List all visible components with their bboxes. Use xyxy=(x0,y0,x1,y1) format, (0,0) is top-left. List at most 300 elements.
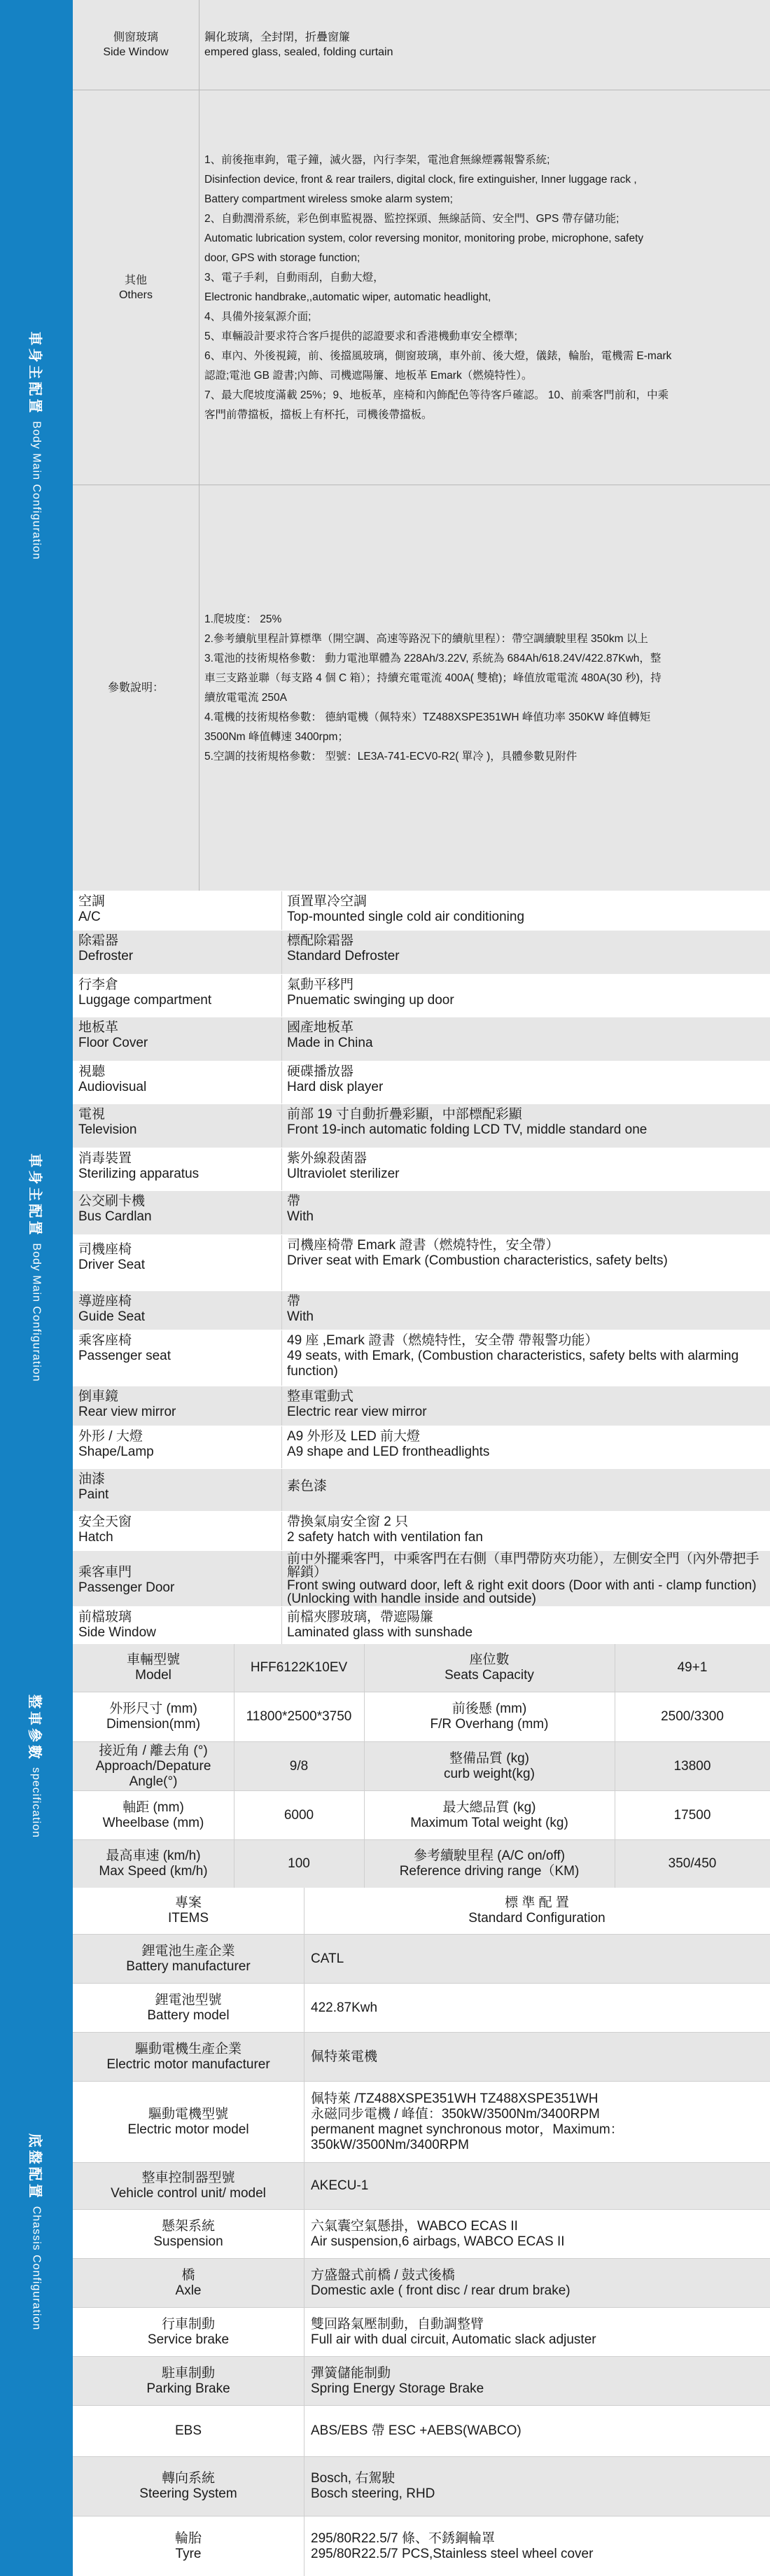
label-en: Paint xyxy=(78,1487,109,1502)
label-cn: 最大總品質 (kg) xyxy=(442,1799,536,1815)
value-en: Made in China xyxy=(287,1036,373,1050)
label-cn: 電視 xyxy=(78,1107,106,1122)
label-en: ITEMS xyxy=(167,1911,209,1926)
label-cn: 鋰電池生產企業 xyxy=(141,1943,235,1958)
row-value xyxy=(311,2210,764,2258)
row-value xyxy=(287,1333,766,1379)
label-en: Electric motor model xyxy=(127,2122,249,2137)
label-cn: 除霜器 xyxy=(78,933,119,948)
value-en: Front swing outward door, left & right exit doors (Door with anti - clamp function) (Unlocking with handle inside and outside) xyxy=(287,1578,757,1606)
column-divider xyxy=(281,1291,282,1330)
value-en: With xyxy=(287,1309,314,1324)
value: 17500 xyxy=(673,1807,711,1823)
params-line: 4.電機的技術規格參數： 德納電機（佩特來）TZ488XSPE351WH 峰值功率 350KW 峰值轉矩 xyxy=(204,711,651,723)
value-en: Electric rear view mirror xyxy=(287,1405,427,1419)
chassis-row-parking-brake xyxy=(73,2357,770,2405)
config-row-ac xyxy=(73,891,770,930)
row-label xyxy=(78,1107,241,1138)
column-divider xyxy=(281,1386,282,1426)
value-cn: 司機座椅帶 Emark 證書（燃燒特性，安全帶） xyxy=(287,1238,559,1253)
value-cn: 頂置單冷空調 xyxy=(287,894,368,909)
chassis-row-battery-manufacturer xyxy=(73,1935,770,1983)
value-line: 永磁同步電機 / 峰值：350kW/3500Nm/3400RPM xyxy=(311,2106,600,2122)
label-cn: 驅動電機型號 xyxy=(148,2106,228,2122)
specification xyxy=(0,1644,770,1888)
row-value xyxy=(287,1294,766,1325)
row-label xyxy=(73,2406,304,2456)
value-cn: 硬碟播放器 xyxy=(287,1064,354,1079)
row-value xyxy=(287,1479,766,1494)
column-divider xyxy=(281,1148,282,1190)
others-line: Automatic lubrication system, color reversing monitor, monitoring probe, microphone, safety xyxy=(204,232,644,244)
label-en: Suspension xyxy=(153,2234,223,2249)
chassis-row-service-brake xyxy=(73,2308,770,2356)
row-value xyxy=(311,1935,764,1983)
value-cn: 帶 xyxy=(287,1194,301,1209)
value-en: Top-mounted single cold air conditioning xyxy=(287,910,525,924)
section-title-cn: 車身主配置 xyxy=(27,330,43,415)
label-cn: 參數說明： xyxy=(107,682,164,694)
others-line: 3、電子手剎，自動雨刮，自動大燈， xyxy=(204,271,384,284)
spec-value xyxy=(615,1692,770,1741)
column-header-items xyxy=(73,1888,304,1934)
label-en: Shape/Lamp xyxy=(78,1444,154,1459)
section-title-en: Body Main Configuration xyxy=(31,1242,43,1382)
value: 13800 xyxy=(673,1758,711,1774)
label-en: Side Window xyxy=(103,46,169,58)
config-row-passenger-door xyxy=(73,1550,770,1606)
row-value xyxy=(287,1610,766,1641)
value: HFF6122K10EV xyxy=(250,1660,348,1675)
others-line: door, GPS with storage function; xyxy=(204,251,360,264)
value-line: 佩特萊電機 xyxy=(311,2049,378,2064)
label-cn: 橋 xyxy=(181,2267,195,2283)
others-line: 5、車輛設計要求符合客戶提供的認證要求和香港機動車安全標準; xyxy=(204,330,517,342)
row-label xyxy=(73,2516,304,2576)
value-cn: 紫外線殺菌器 xyxy=(287,1151,368,1166)
label-en: Audiovisual xyxy=(78,1080,147,1094)
spec-label xyxy=(364,1644,615,1692)
config-row-floor-cover xyxy=(73,1017,770,1061)
params-line: 1.爬坡度： 25% xyxy=(204,613,282,625)
row-label xyxy=(73,1984,304,2032)
label-en: Driver Seat xyxy=(78,1258,146,1272)
spec-label xyxy=(73,1644,234,1692)
label-en: Bus Cardlan xyxy=(78,1209,152,1224)
row-label xyxy=(78,1389,241,1420)
chassis-row-vcu xyxy=(73,2163,770,2209)
row-value xyxy=(287,1389,766,1420)
value-line: Air suspension,6 airbags, WABCO ECAS II xyxy=(311,2234,565,2249)
row-label xyxy=(78,933,241,964)
chassis-row-steering xyxy=(73,2457,770,2516)
section-sidebar-body-main-list xyxy=(0,891,73,1644)
spec-value xyxy=(615,1644,770,1692)
row-label xyxy=(78,1333,241,1364)
column-divider xyxy=(199,485,200,891)
spec-label xyxy=(73,1791,234,1839)
chassis-row-motor-manufacturer xyxy=(73,2033,770,2081)
value: 49+1 xyxy=(677,1660,708,1675)
section-title-cn: 整車參數 xyxy=(27,1694,43,1762)
label-cn: 行李倉 xyxy=(78,977,119,992)
config-row-hatch xyxy=(73,1511,770,1550)
spec-value xyxy=(234,1644,364,1692)
others-text xyxy=(204,90,764,485)
others-line: 1、前後拖車鉤，電子鐘，滅火器，內行李架，電池倉無線煙霧報警系統; xyxy=(204,153,550,166)
value-line: 350kW/3500Nm/3400RPM xyxy=(311,2137,469,2152)
label-cn: 倒車鏡 xyxy=(78,1389,119,1404)
row-value xyxy=(311,2308,764,2356)
value-cn: 帶換氣扇安全窗 2 只 xyxy=(287,1515,409,1529)
spec-row-dimension xyxy=(73,1692,770,1741)
spec-row-max-speed xyxy=(73,1840,770,1888)
row-label xyxy=(73,0,199,90)
value-line: 方盛盤式前橋 / 鼓式後橋 xyxy=(311,2267,455,2283)
value-en: 2 safety hatch with ventilation fan xyxy=(287,1530,483,1545)
label-cn: 消毒裝置 xyxy=(78,1151,132,1166)
value-line: AKECU-1 xyxy=(311,2178,369,2193)
label-cn: 空調 xyxy=(78,894,106,909)
spec-label xyxy=(73,1840,234,1888)
section-sidebar-specification xyxy=(0,1644,73,1888)
label-en: Service brake xyxy=(147,2332,230,2347)
chassis-row-axle xyxy=(73,2259,770,2307)
value-line: Bosch steering, RHD xyxy=(311,2486,435,2501)
spec-row-model xyxy=(73,1644,770,1692)
column-divider xyxy=(199,90,200,485)
label-cn: 轉向系統 xyxy=(161,2471,215,2486)
label-cn: 輪胎 xyxy=(174,2530,202,2546)
label-cn: 安全天窗 xyxy=(78,1515,132,1529)
row-label xyxy=(78,1151,241,1182)
value-cn: 國產地板革 xyxy=(287,1020,354,1035)
spec-row-wheelbase xyxy=(73,1791,770,1839)
value-line: 295/80R22.5/7 PCS,Stainless steel wheel cover xyxy=(311,2546,594,2561)
value-cn: 素色漆 xyxy=(287,1479,328,1494)
params-line: 續放電電流 250A xyxy=(204,691,288,704)
label-en: Approach/Depature Angle(°) xyxy=(95,1758,211,1789)
section-title-cn: 車身主配置 xyxy=(27,1153,43,1237)
label-cn: 座位數 xyxy=(469,1652,510,1667)
row-label xyxy=(78,1294,241,1325)
label-en: Electric motor manufacturer xyxy=(106,2056,270,2072)
label-cn: 駐車制動 xyxy=(161,2365,215,2381)
row-value xyxy=(311,2259,764,2307)
value: 11800*2500*3750 xyxy=(246,1709,352,1724)
config-row-audiovisual xyxy=(73,1061,770,1103)
label-en: Seats Capacity xyxy=(444,1668,534,1683)
label-cn: 乘客座椅 xyxy=(78,1333,132,1348)
label-cn: 前檔玻璃 xyxy=(78,1610,132,1624)
row-value xyxy=(287,1151,766,1182)
row-label xyxy=(78,977,241,1008)
label-en: Parking Brake xyxy=(146,2381,230,2396)
section-title-cn: 底盤配置 xyxy=(27,2133,43,2201)
body-main-config-top xyxy=(0,0,770,891)
value-line: 六氣囊空氣懸掛，WABCO ECAS II xyxy=(311,2218,518,2234)
section-sidebar-body-main-top xyxy=(0,0,73,891)
value-line: Domestic axle ( front disc / rear drum brake) xyxy=(311,2283,570,2298)
value-en: empered glass, sealed, folding curtain xyxy=(204,46,393,58)
label-cn: 前後懸 (mm) xyxy=(451,1701,527,1716)
value-line: 422.87Kwh xyxy=(311,2000,378,2015)
label-cn: 接近角 / 離去角 (°) xyxy=(99,1743,208,1758)
config-row-passenger-seat xyxy=(73,1330,770,1386)
spec-label xyxy=(73,1742,234,1790)
label-cn: 油漆 xyxy=(78,1472,106,1487)
row-value xyxy=(287,1194,766,1225)
column-divider xyxy=(199,0,200,90)
row-value xyxy=(287,1429,766,1460)
label-en: Battery manufacturer xyxy=(126,1958,251,1974)
config-row-paint xyxy=(73,1468,770,1511)
label-cn: 外形 / 大燈 xyxy=(78,1429,143,1444)
value-cn: 氣動平移門 xyxy=(287,977,354,992)
value-line: Full air with dual circuit, Automatic slack adjuster xyxy=(311,2332,596,2347)
others-line: 6、車內、外後視鏡，前、後擋風玻璃，側窗玻璃，車外前、後大燈，儀錶，輪胎，電機需 E-mark xyxy=(204,349,672,362)
label-en: Reference driving range（KM) xyxy=(399,1864,580,1879)
column-divider xyxy=(281,1607,282,1644)
value-line: ABS/EBS 帶 ESC +AEBS(WABCO) xyxy=(311,2423,522,2438)
others-line: 認證;電池 GB 證書;內飾、司機遮陽簾、地板革 Emark（燃燒特性）。 xyxy=(204,369,533,382)
value-cn: 標 準 配 置 xyxy=(505,1895,569,1910)
config-row-luggage xyxy=(73,974,770,1017)
value-line: 295/80R22.5/7 條、不銹鋼輪罩 xyxy=(311,2530,495,2546)
column-divider xyxy=(281,1330,282,1386)
label-en: A/C xyxy=(78,910,101,924)
label-en: Guide Seat xyxy=(78,1309,146,1324)
others-line: 客門前帶擋板，擋板上有杯托，司機後帶擋板。 xyxy=(204,408,433,421)
row-label xyxy=(73,2210,304,2258)
column-divider xyxy=(281,1017,282,1061)
row-label xyxy=(78,894,241,925)
params-line: 2.參考續航里程計算標準（開空調、高速等路況下的續航里程）：帶空調續駛里程 350km 以上 xyxy=(204,632,648,645)
value-en: Laminated glass with sunshade xyxy=(287,1625,473,1640)
value: 9/8 xyxy=(289,1758,309,1774)
label-cn: 側窗玻璃 xyxy=(113,32,158,43)
value-line: Bosch, 右駕駛 xyxy=(311,2471,396,2486)
row-value xyxy=(311,2033,764,2081)
value-line: 彈簧儲能制動 xyxy=(311,2365,391,2381)
label-en: Sterilizing apparatus xyxy=(78,1167,200,1181)
label-cn: 乘客車門 xyxy=(78,1565,132,1580)
column-divider xyxy=(281,1061,282,1103)
spec-label xyxy=(364,1840,615,1888)
spec-value xyxy=(615,1840,770,1888)
value-en: 49 seats, with Emark, (Combustion characteristics, safety belts with alarming function) xyxy=(287,1349,739,1379)
side-window-row xyxy=(73,0,770,90)
label-en: Others xyxy=(118,288,153,301)
row-value xyxy=(287,1552,766,1606)
spec-value xyxy=(234,1692,364,1741)
row-label xyxy=(73,2457,304,2516)
label-cn: 懸架系統 xyxy=(161,2218,215,2234)
row-value xyxy=(287,1107,766,1138)
value-line: Spring Energy Storage Brake xyxy=(311,2381,484,2396)
value-en: A9 shape and LED frontheadlights xyxy=(287,1444,490,1459)
label-cn: EBS xyxy=(174,2423,202,2438)
row-label xyxy=(78,1429,241,1460)
column-divider xyxy=(281,891,282,930)
value: 2500/3300 xyxy=(661,1709,724,1724)
section-title-en: Body Main Configuration xyxy=(31,420,43,560)
column-divider xyxy=(281,1469,282,1511)
value-en: Driver seat with Emark (Combustion characteristics, safety belts) xyxy=(287,1253,668,1268)
value-cn: 標配除霜器 xyxy=(287,933,354,948)
label-cn: 導遊座椅 xyxy=(78,1294,132,1309)
config-row-sterilizing xyxy=(73,1148,770,1190)
config-row-rear-mirror xyxy=(73,1386,770,1426)
label-cn: 專案 xyxy=(174,1895,202,1910)
chassis-row-battery-model xyxy=(73,1984,770,2032)
label-en: F/R Overhang (mm) xyxy=(430,1717,549,1732)
row-value xyxy=(287,977,766,1008)
label-en: Maximum Total weight (kg) xyxy=(410,1815,568,1830)
row-label xyxy=(78,1194,241,1225)
section-title-en: specification xyxy=(31,1767,43,1838)
label-en: Luggage compartment xyxy=(78,993,212,1008)
column-header-config xyxy=(304,1888,770,1934)
row-label xyxy=(78,1064,241,1095)
label-en: Axle xyxy=(175,2283,202,2298)
column-divider xyxy=(281,1551,282,1606)
row-value xyxy=(287,1238,766,1269)
label-en: Rear view mirror xyxy=(78,1405,176,1419)
body-main-config-list xyxy=(0,891,770,1644)
row-label xyxy=(78,1565,241,1596)
section-sidebar-chassis xyxy=(0,1888,73,2576)
row-label xyxy=(73,2259,304,2307)
value-cn: 前中外擺乘客門，中乘客門在右側（車門帶防夾功能），左側安全門（內外帶把手解鎖） xyxy=(287,1552,760,1580)
value: 350/450 xyxy=(668,1856,717,1871)
config-row-driver-seat xyxy=(73,1234,770,1290)
value-cn: 49 座 ,Emark 證書（燃燒特性，安全帶 帶報警功能） xyxy=(287,1333,598,1348)
label-en: Battery model xyxy=(147,2007,230,2023)
column-divider xyxy=(281,1235,282,1290)
value-cn: A9 外形及 LED 前大燈 xyxy=(287,1429,421,1444)
params-text xyxy=(204,485,764,891)
label-cn: 外形尺寸 (mm) xyxy=(109,1701,197,1716)
row-value xyxy=(287,894,766,925)
row-label xyxy=(78,1515,241,1545)
params-line: 3500Nm 峰值轉速 3400rpm； xyxy=(204,730,349,743)
section-title-en: Chassis Configuration xyxy=(31,2206,43,2331)
value: 6000 xyxy=(284,1807,314,1823)
row-value xyxy=(287,1020,766,1051)
others-line: 7、最大爬坡度滿載 25%；9、地板革，座椅和內飾配色等待客戶確認。 10、前乘客門前和，中乘 xyxy=(204,389,669,401)
label-en: Passenger seat xyxy=(78,1349,172,1363)
spec-value xyxy=(615,1742,770,1790)
spec-label xyxy=(364,1692,615,1741)
params-line: 3.電池的技術規格參數： 動力電池單體為 228Ah/3.22V, 系統為 684Ah/618.24V/422.87Kwh，整 xyxy=(204,652,662,664)
spec-label xyxy=(364,1742,615,1790)
row-label xyxy=(73,90,199,485)
value-line: 佩特萊 /TZ488XSPE351WH TZ488XSPE351WH xyxy=(311,2091,598,2106)
row-value xyxy=(287,933,766,964)
label-en: Model xyxy=(135,1668,172,1683)
row-value xyxy=(311,2357,764,2405)
row-value xyxy=(287,1064,766,1095)
others-line: Disinfection device, front & rear trailers, digital clock, fire extinguisher, Inner luggage rack , xyxy=(204,173,637,186)
config-row-front-window xyxy=(73,1606,770,1644)
value-en: Standard Configuration xyxy=(468,1911,606,1926)
row-label xyxy=(73,1935,304,1983)
row-label xyxy=(73,2357,304,2405)
value-line: 雙回路氣壓制動，自動調整臂 xyxy=(311,2316,484,2332)
row-label xyxy=(73,2033,304,2081)
others-row xyxy=(73,90,770,485)
spec-value xyxy=(234,1840,364,1888)
label-cn: 整車控制器型號 xyxy=(141,2171,235,2185)
column-divider xyxy=(281,1191,282,1234)
value-en: With xyxy=(287,1209,314,1224)
column-divider xyxy=(281,1426,282,1468)
label-cn: 軸距 (mm) xyxy=(122,1799,184,1815)
row-label xyxy=(78,1020,241,1051)
params-row xyxy=(73,485,770,891)
chassis-row-tyre xyxy=(73,2516,770,2576)
row-value xyxy=(311,2082,764,2162)
label-en: Vehicle control unit/ model xyxy=(111,2186,266,2201)
label-en: curb weight(kg) xyxy=(444,1766,535,1781)
chassis-row-suspension xyxy=(73,2210,770,2258)
label-en: Side Window xyxy=(78,1625,156,1640)
label-cn: 最高車速 (km/h) xyxy=(106,1849,201,1863)
value-en: Pnuematic swinging up door xyxy=(287,993,454,1008)
row-label xyxy=(78,1242,241,1273)
label-cn: 地板革 xyxy=(78,1020,119,1035)
label-en: Television xyxy=(78,1122,137,1137)
label-cn: 驅動電機生產企業 xyxy=(134,2041,241,2056)
label-en: Hatch xyxy=(78,1530,113,1545)
params-line: 車三支路並聯（每支路 4 個 C 箱）；持續充電電流 400A( 雙槍)；峰值放電電流 480A(30 秒)，持 xyxy=(204,671,662,684)
value-cn: 整車電動式 xyxy=(287,1389,354,1404)
label-cn: 司機座椅 xyxy=(78,1242,132,1257)
spec-value xyxy=(234,1742,364,1790)
config-row-shape-lamp xyxy=(73,1426,770,1468)
params-line: 5.空調的技術規格參數： 型號：LE3A-741-ECV0-R2( 單冷 )，具體參數見附件 xyxy=(204,750,578,763)
value-en: Standard Defroster xyxy=(287,949,400,963)
spec-label xyxy=(364,1791,615,1839)
label-cn: 行車制動 xyxy=(161,2316,215,2332)
value-cn: 帶 xyxy=(287,1294,301,1309)
label-cn: 鋰電池型號 xyxy=(155,1992,222,2007)
others-line: Electronic handbrake,,automatic wiper, automatic headlight, xyxy=(204,291,491,303)
column-divider xyxy=(281,931,282,974)
label-cn: 公交刷卡機 xyxy=(78,1194,146,1209)
row-value xyxy=(311,2457,764,2516)
value-cn: 前檔夾膠玻璃，帶遮陽簾 xyxy=(287,1610,434,1624)
label-en: Steering System xyxy=(139,2486,237,2501)
config-row-bus-cardlan xyxy=(73,1190,770,1234)
row-label xyxy=(73,2082,304,2162)
row-label xyxy=(73,485,199,891)
row-label xyxy=(78,1610,241,1641)
label-cn: 車輛型號 xyxy=(126,1652,180,1667)
label-en: Tyre xyxy=(175,2546,202,2561)
chassis-configuration xyxy=(0,1888,770,2576)
row-value xyxy=(311,1984,764,2032)
row-value xyxy=(287,1515,766,1545)
label-en: Defroster xyxy=(78,949,134,963)
label-en: Floor Cover xyxy=(78,1036,148,1050)
value: 100 xyxy=(288,1856,310,1871)
label-en: Dimension(mm) xyxy=(106,1717,201,1732)
label-cn: 整備品質 (kg) xyxy=(449,1750,529,1766)
config-row-defroster xyxy=(73,930,770,974)
value-line: CATL xyxy=(311,1951,344,1966)
